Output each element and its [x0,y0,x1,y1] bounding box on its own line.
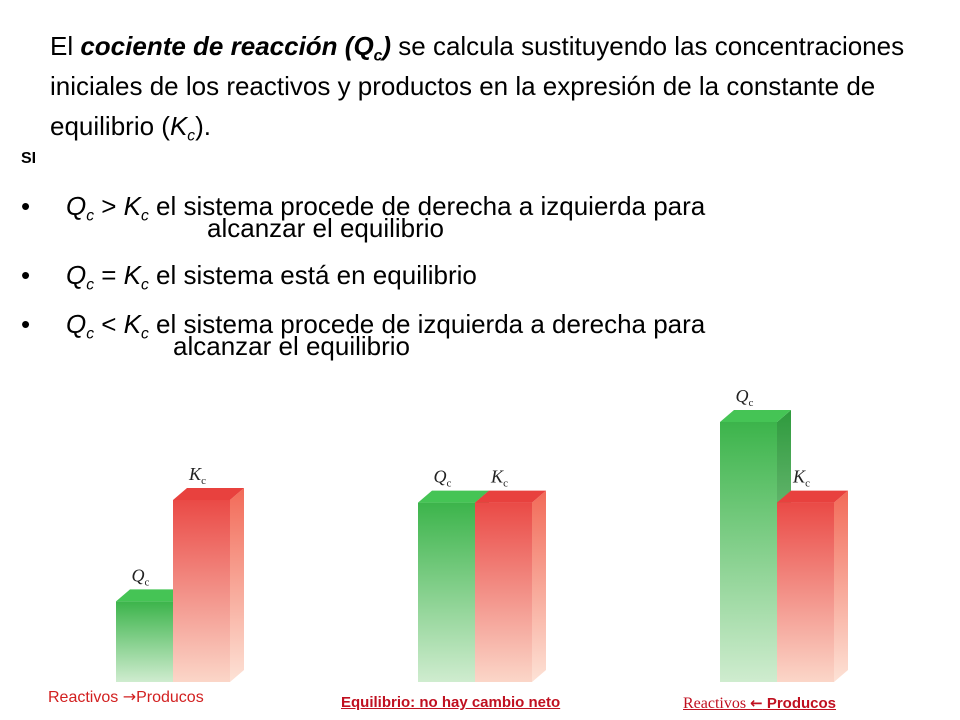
bar-kc-side [230,488,244,682]
intro-term: cociente de reacción $(Q_c)$ [80,31,392,65]
caption-productos-to-reactivos: Reactivos ← Producos [683,694,837,712]
bar-kc-label: $K_c$ [189,464,206,487]
bullet-line: $Q_c < K_c$ el sistema procede de izquierda a derecha para [66,309,706,343]
left-arrow-icon: ← [750,694,763,712]
bar-qc-label: $Q_c$ [433,466,452,490]
bullet-line: $Q_c > K_c$ el sistema procede de derecha a izquierda para [66,191,706,225]
bullet-line-cont: alcanzar el equilibrio [207,213,445,243]
intro-part3: ). [195,111,211,141]
bar-kc-label: $K_c$ [491,466,508,490]
bullet-mark: • [21,260,31,290]
bar-kc-side [532,491,546,682]
intro-part2: se calcula sustituyendo las concentraciones iniciales de los reactivos y productos en la expresión de la constante de equilibrio ( [50,31,905,141]
bar-kc [173,500,230,682]
bar-kc-label: $K_c$ [793,466,810,490]
bar-kc [777,503,834,682]
bullet-line: $Q_c = K_c$ el sistema está en equilibrio [66,260,477,294]
caption-reactivos-to-productos: Reactivos →Producos [48,687,204,706]
right-arrow-icon: → [122,687,137,706]
bar-qc [720,422,777,682]
caption-equilibrio: Equilibrio: no hay cambio neto [341,694,561,711]
bullet-mark: • [21,309,31,339]
bullet-mark: • [21,191,31,221]
si-label: SI [21,150,37,167]
intro-k-symbol: $K_c$ [169,111,196,145]
bar-qc-label: $Q_c$ [735,386,754,409]
bar-kc [475,503,532,682]
intro-part1: El [50,31,81,61]
bar-kc-side [834,491,848,682]
bullet-line-cont: alcanzar el equilibrio [173,331,411,361]
bar-qc-label: $Q_c$ [131,565,150,589]
bar-qc [418,503,475,682]
bar-qc [116,601,173,682]
